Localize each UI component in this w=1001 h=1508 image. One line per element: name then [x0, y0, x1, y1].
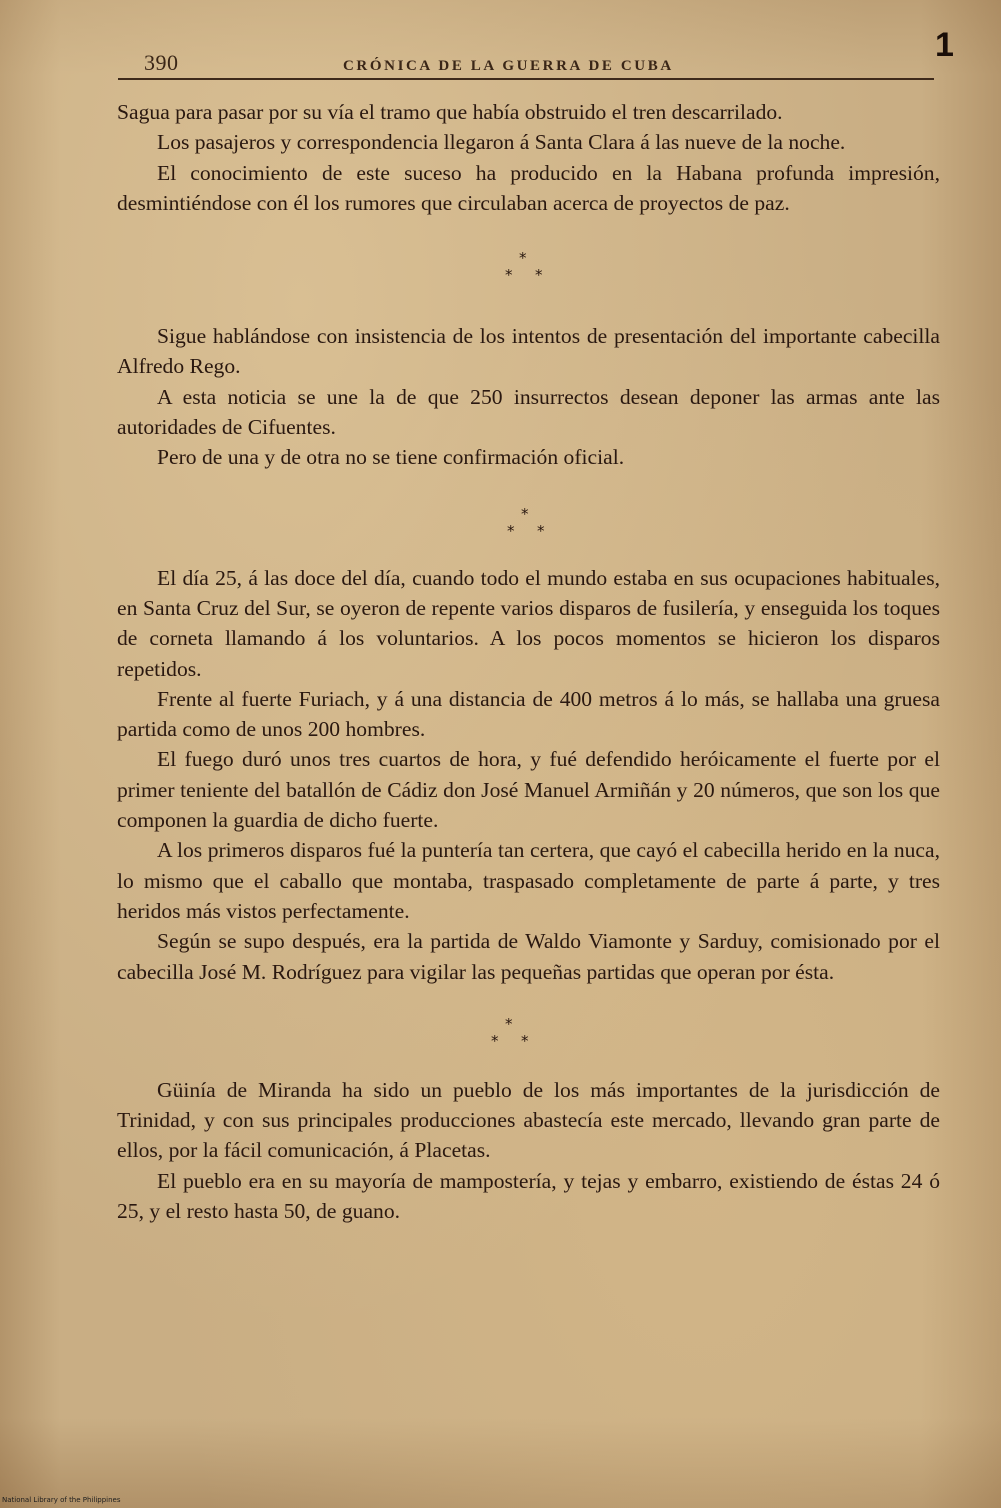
running-title: CRÓNICA DE LA GUERRA DE CUBA [343, 58, 674, 74]
paragraph: Frente al fuerte Furiach, y á una distancia de 400 metros á lo más, se hallaba una gruesa partida como de unos 200 hombres. [117, 686, 940, 742]
section-4 [117, 1075, 940, 1226]
asterism-star: * [491, 1031, 499, 1050]
section-1 [117, 97, 940, 218]
section-2 [117, 321, 940, 472]
asterism-separator [117, 473, 940, 563]
library-footer-note: National Library of the Philippines [2, 1496, 121, 1504]
asterism-star: * [521, 1031, 529, 1050]
paragraph: A esta noticia se une la de que 250 insurrectos desean deponer las armas ante las autoridades de Cifuentes. [117, 384, 940, 440]
paragraph: Güinía de Miranda ha sido un pueblo de los más importantes de la jurisdicción de Trinidad, y con sus principales producciones abastecía este mercado, llevando gran parte de ellos, por la fácil comunicación, á Placetas. [117, 1077, 940, 1163]
page-header [118, 44, 938, 80]
asterism-star: * [521, 504, 529, 523]
paragraph: El fuego duró unos tres cuartos de hora, y fué defendido heróicamente el fuerte por el primer teniente del batallón de Cádiz don José Manuel Armiñán y 20 números, que son los que componen la guardia de dicho fuerte. [117, 747, 940, 833]
asterism-star: * [507, 521, 515, 540]
paragraph: El pueblo era en su mayoría de mampostería, y tejas y embarro, existiendo de éstas 24 ó 25, y el resto hasta 50, de guano. [117, 1168, 940, 1224]
paragraph: El día 25, á las doce del día, cuando todo el mundo estaba en sus ocupaciones habituales, en Santa Cruz del Sur, se oyeron de repente varios disparos de fusilería, y enseguida los toques de corneta llamando á los voluntarios. A los pocos momentos se hicieron los disparos repetidos. [117, 565, 940, 681]
asterism-separator [117, 987, 940, 1075]
paragraph: Pero de una y de otra no se tiene confirmación oficial. [157, 445, 625, 470]
asterism-star: * [537, 521, 545, 540]
paragraph: Sigue hablándose con insistencia de los intentos de presentación del importante cabecilla Alfredo Rego. [117, 324, 940, 379]
page-number: 390 [144, 50, 179, 75]
paragraph: Según se supo después, era la partida de Waldo Viamonte y Sarduy, comisionado por el cabecilla José M. Rodríguez para vigilar las pequeñas partidas que operan por ésta. [117, 929, 940, 984]
paragraph: El conocimiento de este suceso ha producido en la Habana profunda impresión, desmintiéndose con él los rumores que circulaban acerca de proyectos de paz. [117, 160, 940, 215]
asterism-separator [117, 218, 940, 321]
paragraph: A los primeros disparos fué la puntería tan certera, que cayó el cabecilla herido en la nuca, lo mismo que el caballo que montaba, traspasado completamente de parte á parte, y tres heridos más vistos perfectamente. [117, 838, 940, 923]
corner-mark: 1 [935, 26, 954, 64]
asterism-star: * [505, 266, 513, 285]
paragraph: Los pasajeros y correspondencia llegaron á Santa Clara á las nueve de la noche. [157, 130, 846, 155]
asterism-star: * [505, 1014, 513, 1033]
section-3 [117, 563, 940, 987]
asterism-star: * [519, 249, 527, 268]
paragraph: Sagua para pasar por su vía el tramo que había obstruido el tren descarrilado. [117, 100, 783, 124]
body-text [117, 97, 940, 1226]
header-rule [118, 78, 934, 80]
asterism-star: * [535, 266, 543, 285]
